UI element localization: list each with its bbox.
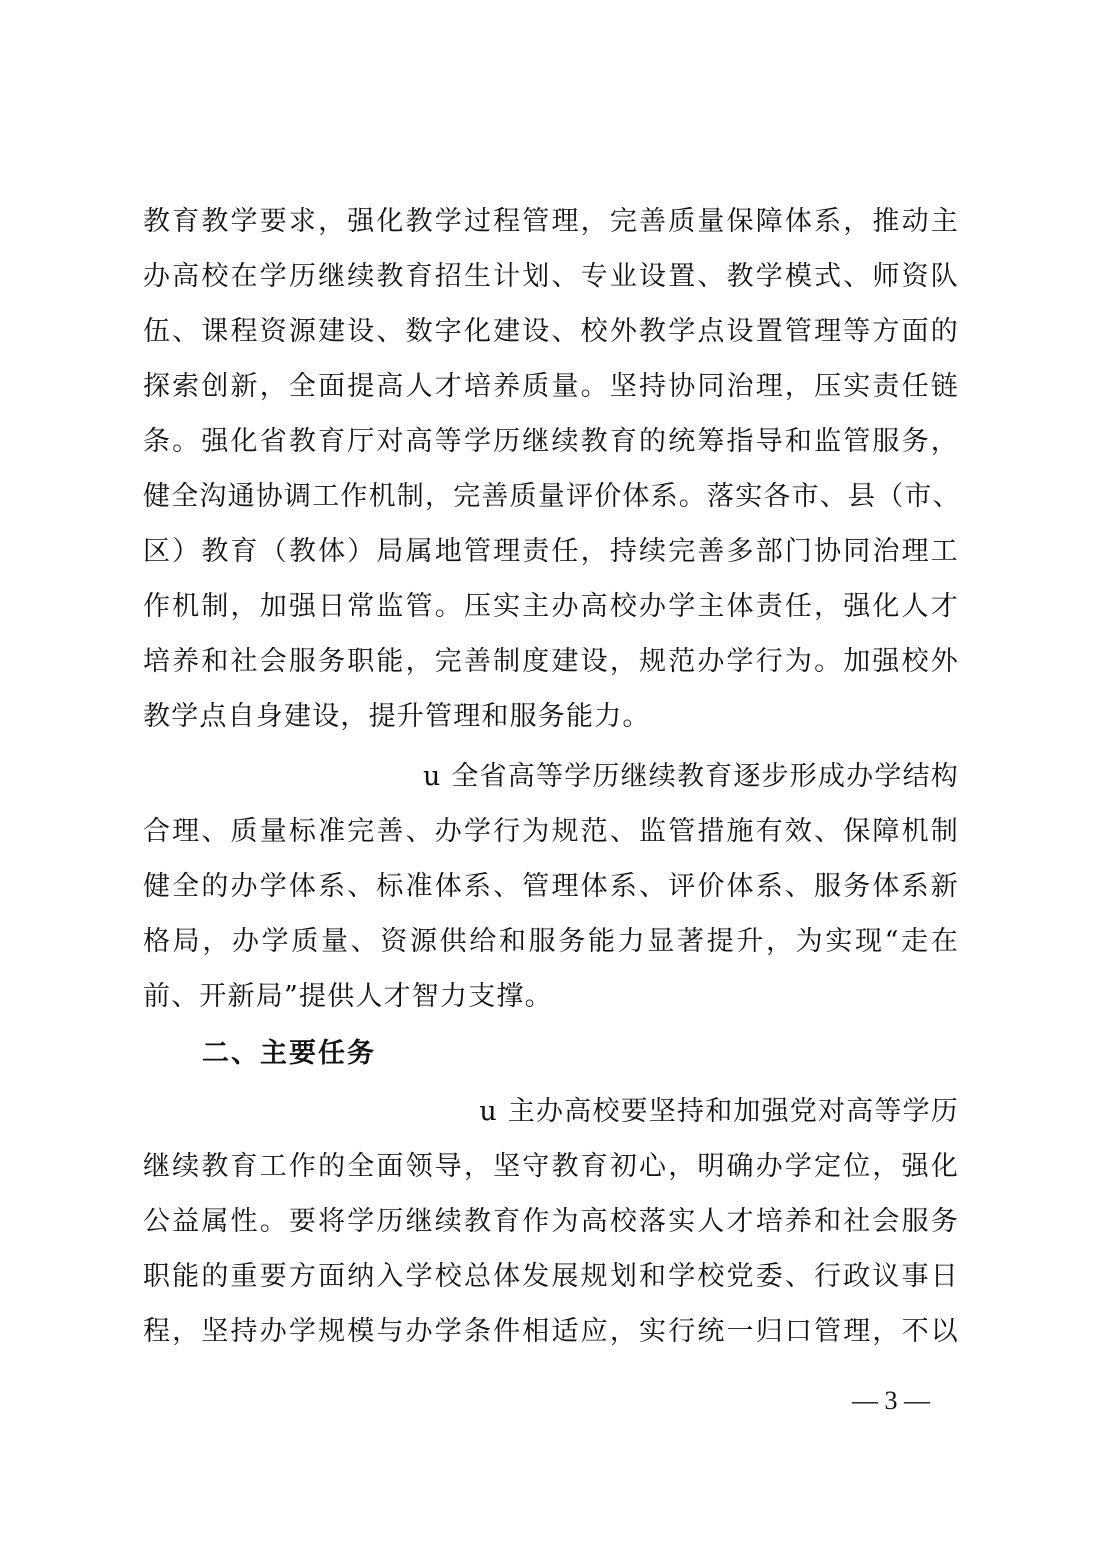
paragraph-line: 继续教育工作的全面领导，坚守教育初心，明确办学定位，强化: [143, 1151, 959, 1182]
paragraph-line: 教学点自身建设，提升管理和服务能力。: [143, 701, 651, 732]
paragraph-line-bullet: u 主办高校要坚持和加强党对高等学历: [479, 1096, 959, 1127]
paragraph-line: 公益属性。要将学历继续教育作为高校落实人才培养和社会服务: [143, 1206, 959, 1237]
paragraph-line: 办高校在学历继续教育招生计划、专业设置、教学模式、师资队: [143, 261, 959, 292]
paragraph-line: 程，坚持办学规模与办学条件相适应，实行统一归口管理，不以: [143, 1316, 959, 1347]
paragraph-line: 合理、质量标准完善、办学行为规范、监管措施有效、保障机制: [143, 816, 959, 847]
paragraph-line: 伍、课程资源建设、数字化建设、校外教学点设置管理等方面的: [143, 316, 959, 347]
paragraph-line: 健全沟通协调工作机制，完善质量评价体系。落实各市、县（市、: [143, 481, 961, 512]
paragraph-line: 前、开新局”提供人才智力支撑。: [143, 981, 553, 1012]
paragraph-line: 作机制，加强日常监管。压实主办高校办学主体责任，强化人才: [143, 591, 959, 622]
paragraph-line: 探索创新，全面提高人才培养质量。坚持协同治理，压实责任链: [143, 371, 959, 402]
paragraph-line: 培养和社会服务职能，完善制度建设，规范办学行为。加强校外: [143, 646, 959, 677]
paragraph-line-bullet: u 全省高等学历继续教育逐步形成办学结构: [423, 761, 959, 792]
paragraph-line: 区）教育（教体）局属地管理责任，持续完善多部门协同治理工: [143, 536, 959, 567]
paragraph-line: 健全的办学体系、标准体系、管理体系、评价体系、服务体系新: [143, 871, 959, 902]
page-number: — 3 —: [852, 1386, 930, 1415]
paragraph-line: 条。强化省教育厅对高等学历继续教育的统筹指导和监管服务，: [143, 426, 959, 457]
section-heading: 二、主要任务: [202, 1038, 376, 1069]
paragraph-line: 格局，办学质量、资源供给和服务能力显著提升，为实现“走在: [143, 926, 959, 957]
paragraph-line: 教育教学要求，强化教学过程管理，完善质量保障体系，推动主: [143, 206, 959, 237]
paragraph-line: 职能的重要方面纳入学校总体发展规划和学校党委、行政议事日: [143, 1261, 959, 1292]
